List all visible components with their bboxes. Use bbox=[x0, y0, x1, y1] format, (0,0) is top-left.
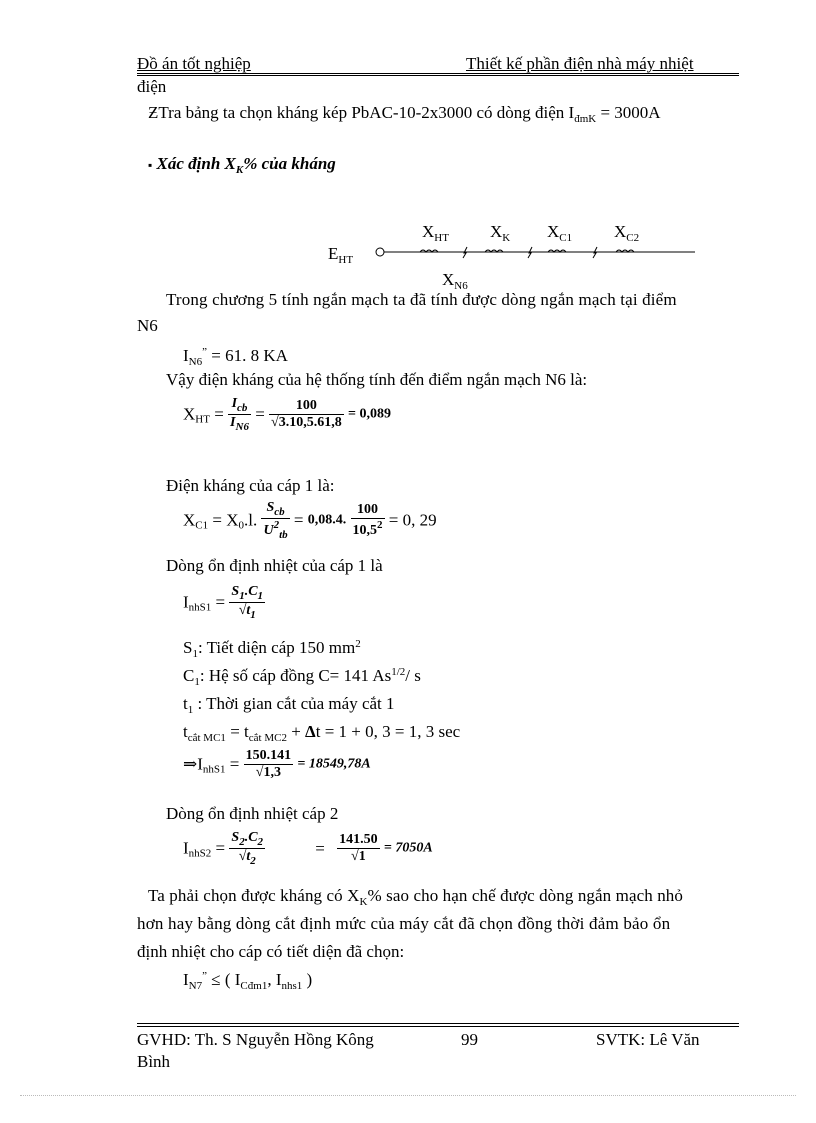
def-c1: $C_1$: Hệ số cáp đồng C= 141 $As^{1/2}/$ s bbox=[183, 666, 421, 688]
choose-reactor-line: ƵTra bảng ta chọn kháng kép PbAC-10-2x3000 có dòng điện $I_{đmK} = 3000A$ bbox=[148, 103, 661, 125]
def-t1: $t_1$ : Thời gian cắt của máy cắt 1 bbox=[183, 694, 395, 716]
header-wrap: điện bbox=[137, 77, 167, 96]
footer-wrap: Bình bbox=[137, 1052, 171, 1071]
para-thermal-cable2: Dòng ổn định nhiệt cáp 2 bbox=[166, 804, 339, 823]
footer-rule bbox=[137, 1023, 739, 1024]
para-short-circuit-line1: Trong chương 5 tính ngắn mạch ta đã tính được dòng ngắn mạch tại điểm bbox=[166, 290, 677, 309]
page-number: 99 bbox=[461, 1030, 478, 1049]
section-heading: ▪ Xác định $X_K\%$ của kháng bbox=[148, 154, 336, 176]
footer-right: SVTK: Lê Văn bbox=[596, 1030, 700, 1049]
x-c1-label: $X_{C1}$ bbox=[547, 222, 573, 244]
z-glyph: Ƶ bbox=[148, 103, 159, 122]
fraction-14150-sqrt1: $\frac{141.50}{√1}$ bbox=[339, 832, 378, 864]
para-short-circuit-line2: N6 bbox=[137, 316, 158, 335]
x-ht-label: $X_{HT}$ bbox=[422, 222, 449, 244]
circuit-diagram bbox=[320, 220, 710, 290]
header-rule bbox=[137, 73, 739, 74]
circuit-lines bbox=[320, 220, 710, 290]
x-k-label: $X_K$ bbox=[490, 222, 511, 244]
fraction-s2c2-t2: $\frac{S_2.C_2}{√t_2}$ bbox=[231, 830, 264, 867]
fraction-s1c1-t1: $\frac{S_1.C_1}{√t_1}$ bbox=[231, 584, 264, 621]
source-label: $E_{HT}$ bbox=[328, 244, 354, 266]
para-select-reactor-line3: định nhiệt cho cáp có tiết diện đã chọn: bbox=[137, 942, 405, 961]
fraction-100-sqrt: $\frac{100}{√3.10,5.61,8}$ bbox=[271, 398, 342, 430]
eq-in6: $I_{N6}^” = 61$. 8 KA bbox=[183, 346, 288, 368]
fraction-scb-utb: $\frac{S_{cb}}{U^2_{tb}}$ bbox=[263, 500, 288, 541]
para-select-reactor-line1: Ta phải chọn được kháng có $X_K\%$ sao cho hạn chế được dòng ngắn mạch nhỏ bbox=[148, 886, 683, 908]
source-terminal bbox=[376, 248, 384, 256]
eq-inhs1: $I_{nhS1}$ = $\frac{S_1.C_1}{√t_1}$ bbox=[183, 584, 264, 621]
implies-arrow-icon: ⇒ bbox=[183, 754, 198, 774]
node-n6-label: $X_{N6}$ bbox=[442, 270, 468, 292]
eq-inhs2: $I_{nhS2}$ = $\frac{S_2.C_2}{√t_2}$ = $\frac{141.50}{√1}$ = 7050A bbox=[183, 830, 433, 867]
header-right: Thiết kế phần điện nhà máy nhiệt bbox=[466, 54, 694, 73]
eq-in7: $I_{N7}^”$ ≤ ( $I_{Cđm1}$, $I_{nhs1}$ ) bbox=[183, 970, 313, 992]
header-left: Đồ án tốt nghiệp bbox=[137, 54, 251, 73]
eq-xc1: $X_{C1} = X_0.l$. $\frac{S_{cb}}{U^2_{tb}}$ = 0,08.4. $\frac{100}{10,5^2}$ = 0, 29 bbox=[183, 500, 437, 541]
para-select-reactor-line2: hơn hay bằng dòng cắt định mức của máy cắt đã chọn đồng thời đảm bảo ổn bbox=[137, 914, 671, 933]
fraction-icb-in6: $\frac{I_{cb}}{I_{N6}}$ bbox=[230, 396, 249, 433]
footer-left: GVHD: Th. S Nguyễn Hồng Kông bbox=[137, 1030, 374, 1049]
bullet-icon: ▪ bbox=[148, 158, 153, 172]
para-system-reactance: Vậy điện kháng của hệ thống tính đến điểm ngắn mạch N6 là: bbox=[166, 370, 588, 389]
def-s1: $S_1$: Tiết diện cáp 150 $mm^2$ bbox=[183, 638, 361, 660]
fraction-100-105: $\frac{100}{10,5^2}$ bbox=[352, 502, 383, 538]
para-thermal-cable1: Dòng ổn định nhiệt của cáp 1 là bbox=[166, 556, 383, 575]
page-bottom-dotted-line bbox=[20, 1095, 796, 1096]
x-c2-label: $X_{C2}$ bbox=[614, 222, 640, 244]
eq-inhs1-value: $\Rightarrow I_{nhS1}$ = $\frac{150.141}{√1,3}$ = 18549,78A bbox=[183, 748, 371, 780]
fraction-150141-sqrt13: $\frac{150.141}{√1,3}$ bbox=[245, 748, 292, 780]
header-rule-2 bbox=[137, 75, 739, 76]
footer-rule-2 bbox=[137, 1026, 739, 1027]
eq-tcat: $t_{cắt MC1} = t_{cắt MC2} + \Delta t = 1 + 0$, 3 = 1, 3 sec bbox=[183, 722, 461, 744]
eq-xht: $X_{HT}$ = $\frac{I_{cb}}{I_{N6}}$ = $\frac{100}{√3.10,5.61,8}$ = 0,089 bbox=[183, 396, 391, 433]
para-cable1-reactance: Điện kháng của cáp 1 là: bbox=[166, 476, 335, 495]
